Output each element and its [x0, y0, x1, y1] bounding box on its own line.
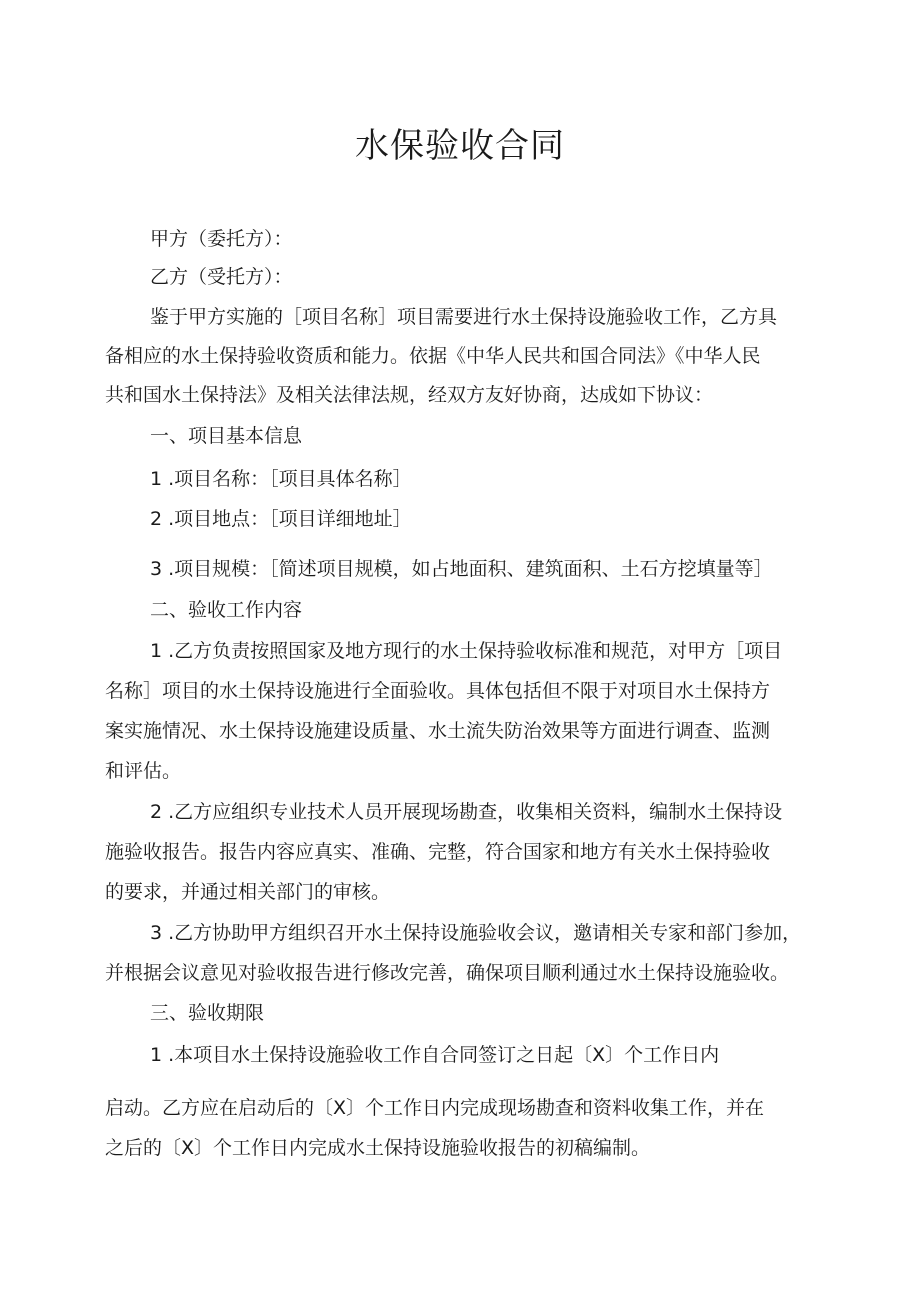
preamble-line-3: 共和国水土保持法》及相关法律法规，经双方友好协商，达成如下协议： — [105, 384, 714, 406]
section2-item3-line-2: 并根据会议意见对验收报告进行修改完善，确保项目顺利通过水土保持设施验收。 — [105, 962, 790, 984]
party-b-label: 乙方（受托方）： — [150, 266, 293, 288]
preamble-line-1: 鉴于甲方实施的［项目名称］项目需要进行水土保持设施验收工作，乙方具 — [150, 306, 778, 328]
section2-item2-line-1: 2 .乙方应组织专业技术人员开展现场勘查，收集相关资料，编制水土保持设 — [150, 801, 783, 823]
party-a-label: 甲方（委托方）： — [150, 228, 293, 250]
section3-item1-line-3: 之后的〔X〕个工作日内完成水土保持设施验收报告的初稿编制。 — [105, 1137, 651, 1159]
section3-item1-line-2: 启动。乙方应在启动后的〔X〕个工作日内完成现场勘查和资料收集工作，并在 — [105, 1097, 765, 1119]
section2-heading: 二、验收工作内容 — [150, 599, 303, 621]
section2-item1-line-3: 案实施情况、水土保持设施建设质量、水土流失防治效果等方面进行调查、监测 — [105, 720, 771, 742]
preamble-line-2: 备相应的水土保持验收资质和能力。依据《中华人民共和国合同法》《中华人民 — [105, 345, 761, 367]
section2-item3-line-1: 3 .乙方协助甲方组织召开水土保持设施验收会议，邀请相关专家和部门参加， — [150, 922, 802, 944]
section2-item2-line-2: 施验收报告。报告内容应真实、准确、完整，符合国家和地方有关水土保持验收 — [105, 841, 771, 863]
section1-item-1: 1 .项目名称：［项目具体名称］ — [150, 468, 412, 490]
section3-item1-line-1: 1 .本项目水土保持设施验收工作自合同签订之日起〔X〕个工作日内 — [150, 1044, 720, 1066]
section2-item2-line-3: 的要求，并通过相关部门的审核。 — [105, 881, 391, 903]
section2-item1-line-2: 名称］项目的水土保持设施进行全面验收。具体包括但不限于对项目水土保持方 — [105, 680, 771, 702]
section1-item-2: 2 .项目地点：［项目详细地址］ — [150, 508, 412, 530]
section1-heading: 一、项目基本信息 — [150, 425, 303, 447]
document-title: 水保验收合同 — [355, 126, 565, 166]
section2-item1-line-1: 1 .乙方负责按照国家及地方现行的水土保持验收标准和规范，对甲方［项目 — [150, 640, 783, 662]
section1-item-3: 3 .项目规模：［简述项目规模，如占地面积、建筑面积、土石方挖填量等］ — [150, 558, 773, 580]
section2-item1-line-4: 和评估。 — [105, 760, 182, 782]
section3-heading: 三、验收期限 — [150, 1002, 265, 1024]
